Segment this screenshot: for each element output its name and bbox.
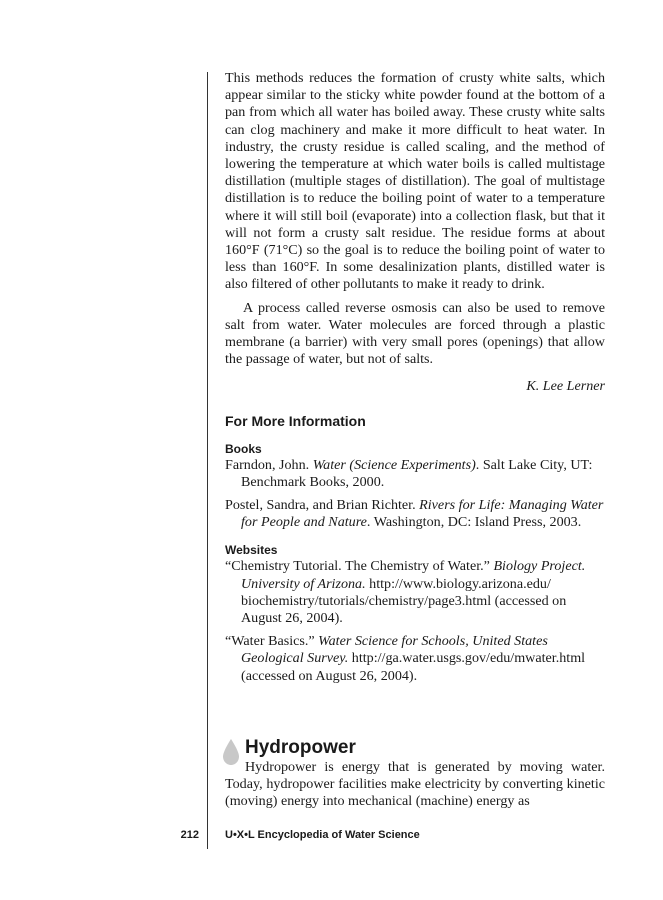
more-info-heading: For More Information — [225, 412, 366, 429]
margin-rule — [207, 72, 208, 849]
author-byline: K. Lee Lerner — [526, 378, 605, 395]
website-reference: “Chemistry Tutorial. The Chemistry of Water.” Biology Project. University of Arizona. http://www.biology.arizona.edu/ biochemistry/tutorials/chemistry/page3.html (accessed on August 26, 2004). — [225, 558, 586, 627]
hydropower-header — [225, 737, 605, 759]
website-reference: “Water Basics.” Water Science for Schools, United States Geological Survey. http://ga.water.usgs.gov/edu/mwater.html (accessed on August 26, 2004). — [225, 633, 586, 684]
body-paragraph-1: This methods reduces the formation of crusty white salts, which appear similar to the sticky white powder found at the bottom of a pan from which all water has boiled away. These crusty white salts can clog machinery and make it more difficult to heat water. In industry, the crusty residue is called scaling, and the method of lowering the temperature at which water boils is called multistage distillation (multiple stages of distillation). The goal of multistage distillation is to reduce the boiling point of water to a temperature where it will still boil (evaporate) into a collection flask, but that it will not form a crusty salt residue. The residue forms at about 160°F (71°C) so the goal is to reduce the boiling point of water to less than 160°F. In some desalinization plants, distilled water is also filtered of other pollutants to make it ready to drink. — [225, 70, 605, 293]
hydropower-body: Hydropower is energy that is generated by moving water. Today, hydropower facilities make electricity by converting kinetic (moving) energy into mechanical (machine) energy as — [225, 758, 605, 810]
book-reference: Postel, Sandra, and Brian Richter. Rivers for Life: Managing Water for People and Nature. Washington, DC: Island Press, 2003. — [225, 497, 604, 531]
water-drop-icon — [222, 739, 240, 765]
book-reference: Farndon, John. Water (Science Experiments). Salt Lake City, UT: Benchmark Books, 2000. — [225, 456, 593, 490]
main-column — [225, 70, 605, 811]
websites-heading: Websites — [225, 543, 278, 558]
page-number: 212 — [180, 829, 199, 841]
running-footer-title: U•X•L Encyclopedia of Water Science — [225, 829, 420, 841]
hydropower-title: Hydropower — [245, 736, 356, 758]
body-paragraph-2: A process called reverse osmosis can also be used to remove salt from water. Water molecules are forced through a plastic membrane (a barrier) with very small pores (openings) that allow the passage of water, but not of salts. — [225, 299, 605, 368]
books-heading: Books — [225, 441, 262, 456]
